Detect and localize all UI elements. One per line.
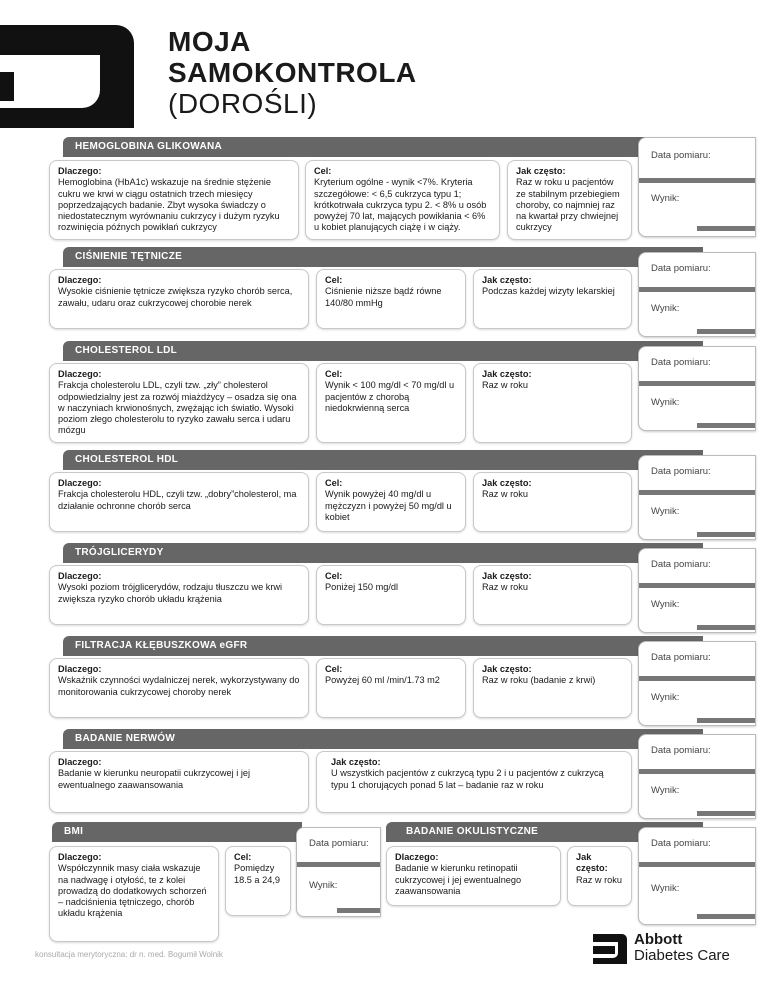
why-card: Dlaczego: Wysokie ciśnienie tętnicze zwiększa ryzyko chorób serca, zawału, udaru oraz cukrzycowej chorobie nerek	[49, 269, 309, 329]
goal-card: Cel: Poniżej 150 mg/dl	[316, 565, 466, 625]
section-header: HEMOGLOBINA GLIKOWANA	[63, 137, 703, 157]
result-box: Data pomiaru: Wynik:	[638, 827, 756, 925]
freq-card: Jak często: Raz w roku u pacjentów ze stabilnym przebiegiem choroby, co najmniej raz na kwartał przy chwiejnej cukrzycy	[507, 160, 632, 240]
why-card: Dlaczego: Badanie w kierunku neuropatii cukrzycowej i jej ewentualnego zaawansowania	[49, 751, 309, 813]
freq-card: Jak często: Raz w roku	[567, 846, 632, 906]
abbott-logo-icon	[0, 25, 134, 128]
freq-card: Jak często: Raz w roku	[473, 363, 632, 443]
section-header: CIŚNIENIE TĘTNICZE	[63, 247, 703, 267]
section-header: BADANIE OKULISTYCZNE	[386, 822, 703, 842]
goal-card: Cel: Ciśnienie niższe bądź równe 140/80 mmHg	[316, 269, 466, 329]
result-box: Data pomiaru: Wynik:	[296, 827, 381, 917]
result-box: Data pomiaru: Wynik:	[638, 346, 756, 431]
why-card: Dlaczego: Badanie w kierunku retinopatii cukrzycowej i jej ewentualnego zaawansowania	[386, 846, 561, 906]
goal-card: Cel: Powyżej 60 ml /min/1.73 m2	[316, 658, 466, 718]
why-card: Dlaczego: Wysoki poziom trójglicerydów, rodzaju tłuszczu we krwi zwiększa ryzyko chorób układu krążenia	[49, 565, 309, 625]
brand-name: Abbott	[634, 931, 683, 948]
section-header: FILTRACJA KŁĘBUSZKOWA eGFR	[63, 636, 703, 656]
page-title: MOJA SAMOKONTROLA (DOROŚLI)	[168, 26, 417, 119]
why-card: Dlaczego: Frakcja cholesterolu LDL, czyli tzw. „zły” cholesterol odpowiedzialny jest za rozwój miażdżycy – osadza się ona w naczyniach krwionośnych, zwężając ich światło. Wysoki poziom złego cholesterolu to ryzyko zawału serca i udaru mózgu	[49, 363, 309, 443]
section-header: CHOLESTEROL HDL	[63, 450, 703, 470]
abbott-small-logo-icon	[593, 934, 627, 964]
date-label: Data pomiaru:	[651, 150, 711, 161]
freq-card: Jak często: Raz w roku	[473, 565, 632, 625]
goal-card: Cel: Pomiędzy 18.5 a 24,9	[225, 846, 291, 916]
goal-card: Cel: Kryterium ogólne - wynik <7%. Kryteria szczegółowe: < 6,5 cukrzyca typu 1; krótkotrwała cukrzyca typu 2. < 8% u osób powyżej 70 lat, mających powikłania < 6% u kobiet planujących ciążę i w ciąży.	[305, 160, 500, 240]
why-card: Dlaczego: Współczynnik masy ciała wskazuje na nadwagę i otyłość, te z kolei prowadzą do dodatkowych schorzeń – nadciśnienia tętniczego, chorób układu krążenia	[49, 846, 219, 942]
result-label: Wynik:	[651, 193, 680, 204]
result-box: Data pomiaru: Wynik:	[638, 641, 756, 726]
result-box	[638, 137, 756, 237]
footer-note: konsultacja merytoryczna: dr n. med. Bogumił Wolnik	[35, 950, 223, 959]
result-box: Data pomiaru: Wynik:	[638, 252, 756, 337]
freq-card: Jak często: U wszystkich pacjentów z cukrzycą typu 2 i u pacjentów z cukrzycą typu 1 chorujących ponad 5 lat – badanie raz w roku	[316, 751, 632, 813]
section-header: BMI	[52, 822, 302, 842]
goal-card: Cel: Wynik powyżej 40 mg/dl u mężczyzn i powyżej 50 mg/dl u kobiet	[316, 472, 466, 532]
result-box: Data pomiaru: Wynik:	[638, 548, 756, 633]
result-box: Data pomiaru: Wynik:	[638, 734, 756, 819]
freq-card: Jak często: Podczas każdej wizyty lekarskiej	[473, 269, 632, 329]
freq-card: Jak często: Raz w roku (badanie z krwi)	[473, 658, 632, 718]
why-card: Dlaczego: Frakcja cholesterolu HDL, czyli tzw. „dobry”cholesterol, ma działanie ochronne chorób serca	[49, 472, 309, 532]
why-card: Dlaczego: Hemoglobina (HbA1c) wskazuje na średnie stężenie cukru we krwi w ciągu ostatnich trzech miesięcy poprzedzających badanie. Zbyt wysoka świadczy o niedostatecznym wyrównaniu cukrzycy i dużym ryzyku rozwinięcia późnych powikłań cukrzycy	[49, 160, 299, 240]
result-box: Data pomiaru: Wynik:	[638, 455, 756, 540]
section-header: CHOLESTEROL LDL	[63, 341, 703, 361]
brand-sub: Diabetes Care	[634, 947, 730, 964]
freq-card: Jak często: Raz w roku	[473, 472, 632, 532]
section-header: TRÓJGLICERYDY	[63, 543, 703, 563]
section-header: BADANIE NERWÓW	[63, 729, 703, 749]
goal-card: Cel: Wynik < 100 mg/dl < 70 mg/dl u pacjentów z chorobą niedokrwienną serca	[316, 363, 466, 443]
why-card: Dlaczego: Wskaźnik czynności wydalniczej nerek, wykorzystywany do monitorowania cukrzycowej choroby nerek	[49, 658, 309, 718]
